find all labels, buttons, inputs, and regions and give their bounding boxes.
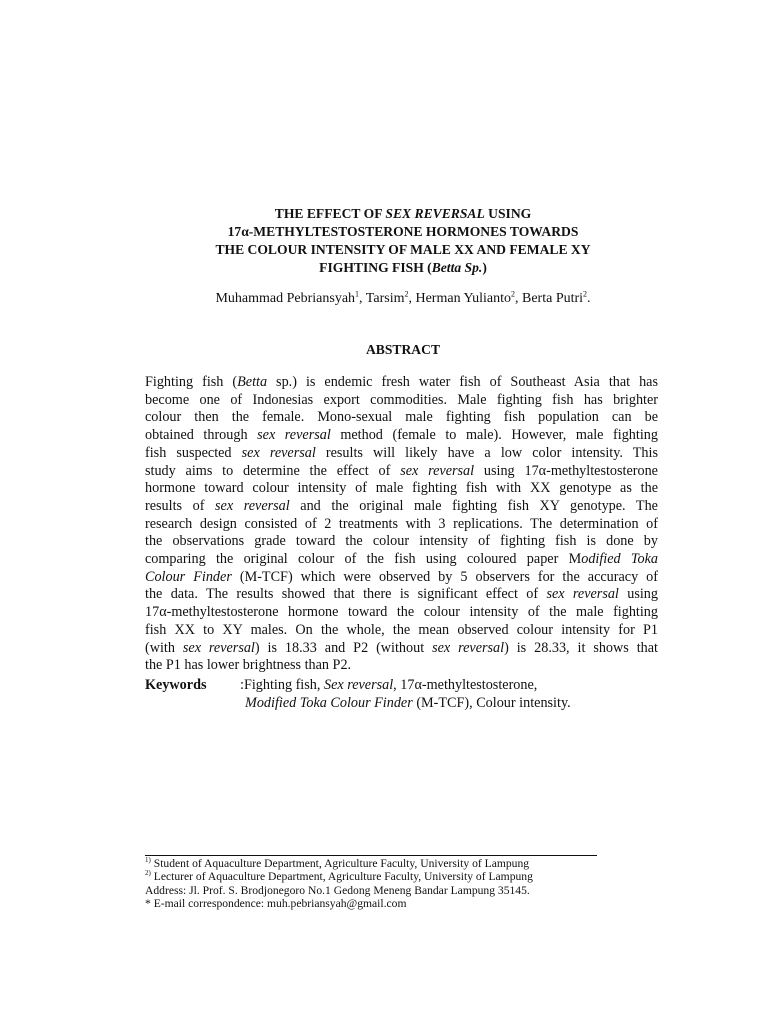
author: Herman Yulianto$^2$, [415,289,522,306]
abstract-line: research design consisted of 2 treatments with 3 replications. The determination of [145,515,658,532]
italic-term: Sex reversal [323,677,394,693]
keywords-label: Keywords [145,677,207,693]
address-line: Address: Jl. Prof. S. Brodjonegoro No.1 Gedong Meneng Bandar Lampung 35145. [145,883,530,897]
title-line-1: THE EFFECT OF SEX REVERSAL USING [274,206,532,221]
italic-term: sex reversal [400,462,475,479]
abstract-line: (with sex reversal) is 18.33 and P2 (without sex reversal) is 28.33, it shows that [145,639,658,656]
footnotes [145,857,705,910]
italic-term: odified Toka [581,551,659,568]
footnote-2: $^{2)}$ Lecturer of Aquaculture Department, Agriculture Faculty, University of Lampung [145,869,533,884]
author: Muhammad Pebriansyah$^1$, [215,289,366,306]
abstract-line: the P1 has lower brightness than P2. [145,657,352,674]
author: Berta Putri$^2$. [522,289,591,306]
paper-title [120,205,686,277]
abstract-line: 17α-methyltestosterone hormone toward the colour intensity of the male fighting [145,604,658,621]
footnote-divider [145,855,597,856]
abstract-line: fish XX to XY males. On the whole, the mean observed colour intensity for P1 [145,621,658,638]
title-line-3: THE COLOUR INTENSITY OF MALE XX AND FEMALE XY [215,242,591,257]
abstract-line: Fighting fish (Betta sp.) is endemic fresh water fish of Southeast Asia that has [145,374,659,390]
abstract-line: hormone toward colour intensity of male fighting fish with XX genotype as the [145,480,658,497]
title-line-4: FIGHTING FISH (Betta Sp.) [319,260,487,275]
keywords-line-1: :Fighting fish, Sex reversal, 17α-methyltestosterone, [240,677,538,693]
abstract-line: colour then the female. Mono-sexual male fighting fish population can be [145,409,658,426]
italic-term: sex reversal [257,427,331,444]
abstract-line: study aims to determine the effect of sex reversal using 17α-methyltestosterone [145,462,658,479]
italic-term: Colour Finder [145,568,232,585]
abstract-line: the observations grade toward the colour intensity of fighting fish is done by [145,533,658,550]
italic-term: sex reversal [215,497,290,514]
abstract-line: the data. The results showed that there is significant effect of sex reversal using [145,586,658,603]
abstract-line: Colour Finder (M-TCF) which were observed by 5 observers for the accuracy of [145,568,659,585]
italic-term: sex reversal [241,444,316,461]
abstract-body [145,374,658,675]
abstract-heading: ABSTRACT [365,342,441,357]
email-line: * E-mail correspondence: muh.pebriansyah@gmail.com [145,896,407,910]
italic-term: sex reversal [182,639,255,656]
abstract-line: comparing the original colour of the fish using coloured paper Modified Toka [145,551,659,568]
italic-term: Modified Toka Colour Finder [245,695,413,711]
author-list [120,290,686,308]
abstract-line: become one of Indonesias export commodities. Male fighting fish has brighter [145,391,658,408]
italic-term: sex reversal [432,639,505,656]
abstract-line: obtained through sex reversal method (female to male). However, male fighting [145,427,658,444]
keywords-line-2: Modified Toka Colour Finder (M-TCF), Colour intensity. [245,695,571,711]
abstract-line: fish suspected sex reversal results will likely have a low color intensity. This [145,444,658,461]
italic-term: Betta [237,374,268,390]
title-line-2: 17α-METHYLTESTOSTERONE HORMONES TOWARDS [227,224,579,239]
italic-term: sex reversal [546,586,619,603]
author: Tarsim$^2$, [365,289,416,306]
footnote-1: $^{1)}$ Student of Aquaculture Department, Agriculture Faculty, University of Lampung [145,856,530,870]
abstract-line: results of sex reversal and the original male fighting fish XY genotype. The [145,497,658,514]
